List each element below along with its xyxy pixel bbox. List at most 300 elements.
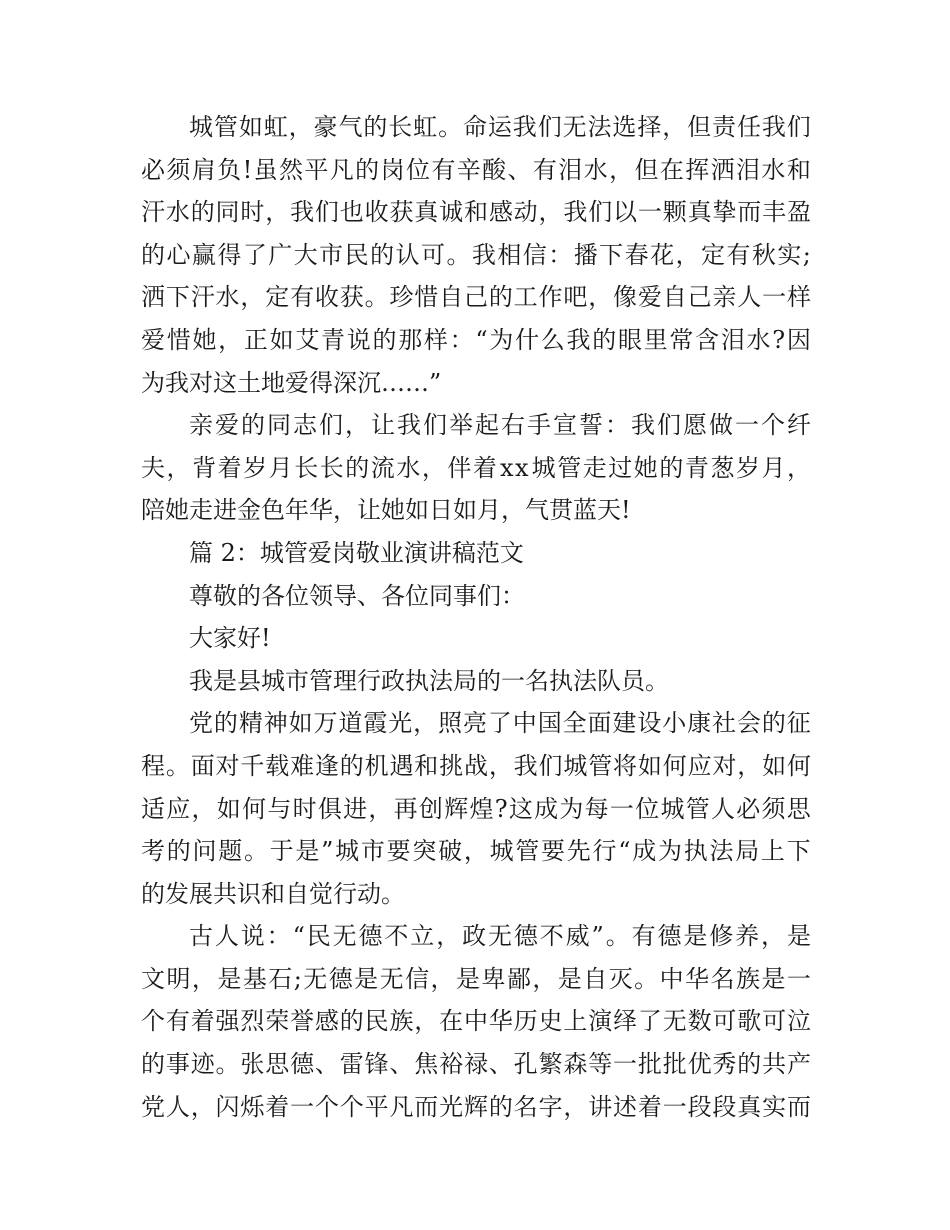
text-glyph: 城: [660, 794, 685, 823]
text-glyph: 里: [643, 325, 668, 354]
text-glyph: 实: [762, 1092, 787, 1121]
text-glyph: 优: [687, 1050, 712, 1079]
text-glyph: 我: [513, 751, 538, 780]
text-glyph: 春: [624, 240, 649, 269]
text-glyph: 精: [238, 709, 263, 738]
text-glyph: 任: [736, 113, 761, 141]
text-glyph: 一: [735, 411, 759, 440]
text-glyph: 个: [339, 1092, 364, 1121]
text-glyph: 了: [487, 709, 512, 738]
text-glyph: 自: [439, 283, 464, 312]
text-glyph: 过: [608, 453, 633, 482]
text-glyph: 有: [290, 283, 315, 312]
text-glyph: ，: [288, 113, 313, 141]
text-glyph: 们: [657, 411, 681, 440]
text-glyph: ，: [265, 198, 290, 227]
text-glyph: 做: [709, 411, 733, 440]
text-glyph: 起: [475, 411, 499, 440]
text-line: 大家好!: [189, 624, 271, 653]
text-glyph: 创: [418, 794, 443, 823]
text-line: [141, 191, 811, 234]
text-glyph: 眼: [617, 325, 642, 354]
text-glyph: 的: [372, 325, 397, 354]
text-glyph: ，: [532, 964, 557, 993]
text-glyph: 有: [431, 155, 456, 184]
text-glyph: 秋: [751, 240, 776, 269]
text-glyph: 光: [388, 709, 413, 738]
text-glyph: 名: [513, 1092, 538, 1121]
text-glyph: 是: [217, 964, 242, 993]
text-glyph: 党: [189, 709, 213, 738]
text-glyph: 样: [423, 325, 448, 354]
text-glyph: 雷: [339, 1050, 364, 1079]
text-glyph: 与: [267, 794, 292, 823]
text-glyph: 我: [512, 113, 537, 141]
text-glyph: 康: [687, 709, 712, 738]
text-glyph: 管: [557, 453, 582, 482]
text-glyph: 煌: [469, 794, 494, 823]
text-glyph: 岁: [243, 453, 268, 482]
text-glyph: 有: [532, 155, 557, 184]
text-glyph: 可: [420, 240, 445, 269]
text-line: [141, 149, 811, 192]
text-glyph: 霞: [363, 709, 388, 738]
text-glyph: 汗: [141, 198, 165, 227]
text-glyph: 。: [165, 751, 190, 780]
text-glyph: 平: [364, 1092, 389, 1121]
text-glyph: 获: [389, 198, 414, 227]
text-glyph: 因: [786, 325, 811, 354]
text-glyph: 神: [263, 709, 288, 738]
text-glyph: 择: [637, 113, 662, 141]
text-glyph: 族: [389, 1007, 414, 1036]
text-glyph: 下: [599, 240, 624, 269]
text-glyph: 辉: [444, 794, 469, 823]
text-glyph: 修: [709, 922, 734, 951]
text-glyph: 段: [712, 1092, 737, 1121]
text-glyph: 全: [562, 709, 587, 738]
text-glyph: 人: [710, 794, 735, 823]
text-glyph: 德: [513, 922, 538, 951]
text-glyph: 人: [165, 1092, 190, 1121]
text-glyph: 水: [165, 198, 190, 227]
text-line: [141, 404, 811, 447]
text-glyph: 面: [190, 751, 215, 780]
text-glyph: ，: [430, 964, 455, 993]
text-line: 我是县城市管理行政执法局的一名执法队员。: [189, 666, 669, 695]
text-glyph: ，: [345, 411, 369, 440]
text-glyph: 正: [243, 325, 268, 354]
text-glyph: 先: [566, 837, 591, 866]
text-glyph: 突: [412, 837, 437, 866]
text-glyph: 爱: [215, 411, 239, 440]
text-glyph: 裕: [439, 1050, 464, 1079]
text-glyph: 城: [189, 113, 213, 141]
text-line: [141, 745, 811, 788]
text-glyph: 手: [527, 411, 551, 440]
text-glyph: 德: [657, 922, 682, 951]
text-glyph: 段: [687, 1092, 712, 1121]
text-glyph: 有: [631, 922, 656, 951]
text-glyph: 不: [539, 922, 564, 951]
text-glyph: 思: [786, 794, 811, 823]
text-glyph: 何: [242, 794, 267, 823]
text-glyph: 说: [346, 325, 371, 354]
text-glyph: ，: [609, 155, 634, 184]
text-glyph: 感: [314, 1007, 339, 1036]
text-glyph: 事: [165, 1050, 190, 1079]
text-glyph: 月: [761, 453, 786, 482]
text-glyph: 们: [423, 411, 447, 440]
text-glyph: 们: [314, 198, 339, 227]
text-glyph: 城: [335, 837, 360, 866]
text-glyph: ，: [436, 922, 461, 951]
text-glyph: 逢: [314, 751, 339, 780]
text-glyph: 数: [687, 1007, 712, 1036]
text-glyph: 是: [557, 964, 582, 993]
text-glyph: “: [475, 325, 488, 354]
text-glyph: 为: [559, 794, 584, 823]
text-glyph: 讲: [588, 1092, 613, 1121]
text-glyph: x: [499, 453, 514, 482]
text-glyph: ：: [605, 411, 629, 440]
text-glyph: 们: [538, 751, 563, 780]
text-glyph: ，: [737, 751, 762, 780]
text-line: 尊敬的各位领导、各位同事们：: [189, 581, 525, 610]
text-glyph: 古: [189, 922, 213, 951]
text-line: [141, 1000, 811, 1043]
text-glyph: 明: [166, 964, 191, 993]
text-glyph: 征: [786, 709, 811, 738]
text-glyph: 命: [462, 113, 487, 141]
text-glyph: 如: [216, 794, 241, 823]
text-glyph: 管: [685, 794, 710, 823]
text-glyph: 必: [141, 155, 165, 184]
text-glyph: 考: [141, 837, 165, 866]
text-glyph: 何: [662, 751, 687, 780]
text-glyph: 愿: [683, 411, 707, 440]
text-glyph: ，: [662, 113, 687, 141]
text-glyph: ，: [218, 325, 243, 354]
text-glyph: 党: [141, 1092, 165, 1121]
text-glyph: 执: [683, 837, 708, 866]
text-glyph: !: [242, 155, 253, 184]
text-glyph: 石: [268, 964, 293, 993]
text-glyph: 青: [684, 453, 709, 482]
text-glyph: 政: [462, 922, 487, 951]
text-glyph: 信: [522, 240, 547, 269]
text-glyph: 须: [166, 155, 191, 184]
text-glyph: 德: [328, 964, 353, 993]
text-glyph: 丰: [762, 198, 787, 227]
text-glyph: 同: [267, 411, 291, 440]
text-glyph: 华: [685, 964, 710, 993]
text-glyph: 而: [737, 198, 762, 227]
text-glyph: ，: [240, 283, 265, 312]
text-glyph: 的: [355, 155, 380, 184]
text-glyph: 可: [762, 1007, 787, 1036]
text-glyph: 必: [736, 794, 761, 823]
text-glyph: 吧: [563, 283, 588, 312]
text-line: [141, 447, 811, 490]
text-glyph: 我: [631, 411, 655, 440]
text-glyph: 俱: [317, 794, 342, 823]
text-glyph: ，: [413, 709, 438, 738]
text-glyph: 的: [592, 325, 617, 354]
text-glyph: 民: [364, 1007, 389, 1036]
text-glyph: 人: [737, 283, 762, 312]
text-glyph: 立: [410, 922, 435, 951]
text-glyph: 月: [268, 453, 293, 482]
text-glyph: 真: [414, 198, 439, 227]
text-glyph: 法: [709, 837, 734, 866]
text-glyph: 对: [712, 751, 737, 780]
text-glyph: 载: [265, 751, 290, 780]
text-glyph: 绎: [613, 1007, 638, 1036]
text-glyph: 的: [141, 240, 165, 269]
text-glyph: 适: [141, 794, 165, 823]
text-glyph: ，: [463, 837, 488, 866]
text-glyph: 虽: [253, 155, 278, 184]
text-glyph: 张: [240, 1050, 265, 1079]
text-line: 篇 2：城管爱岗敬业演讲稿范文: [189, 538, 524, 567]
text-glyph: 难: [290, 751, 315, 780]
text-glyph: 长: [319, 453, 344, 482]
text-glyph: 族: [735, 964, 760, 993]
text-glyph: 焦: [414, 1050, 439, 1079]
text-glyph: 、: [389, 1050, 414, 1079]
text-glyph: ，: [421, 453, 446, 482]
text-glyph: 一: [290, 1092, 315, 1121]
text-glyph: 在: [439, 1007, 464, 1036]
text-glyph: 盈: [786, 198, 811, 227]
text-glyph: 。: [446, 240, 471, 269]
text-glyph: ，: [761, 922, 786, 951]
text-glyph: 我: [471, 240, 496, 269]
text-glyph: 、: [507, 155, 532, 184]
text-glyph: 上: [563, 1007, 588, 1036]
text-glyph: 城: [489, 837, 514, 866]
text-glyph: 广: [268, 240, 293, 269]
text-glyph: 亮: [462, 709, 487, 738]
text-glyph: 一: [613, 1050, 638, 1079]
text-glyph: 下: [786, 837, 811, 866]
text-line: 的发展共识和自觉行动。: [141, 879, 405, 908]
text-glyph: ，: [563, 1092, 588, 1121]
text-glyph: 洒: [710, 155, 735, 184]
text-glyph: 破: [438, 837, 463, 866]
text-glyph: 须: [761, 794, 786, 823]
text-glyph: 们: [588, 198, 613, 227]
text-glyph: 如: [762, 751, 787, 780]
text-glyph: ;: [802, 240, 811, 269]
text-glyph: 志: [293, 411, 317, 440]
text-glyph: 平: [304, 155, 329, 184]
text-glyph: 一: [762, 283, 787, 312]
text-glyph: 辛: [456, 155, 481, 184]
text-glyph: 凡: [329, 155, 354, 184]
text-glyph: ?: [772, 325, 786, 354]
text-glyph: ”: [321, 837, 334, 866]
text-glyph: 个: [141, 1007, 165, 1036]
text-glyph: ，: [191, 794, 216, 823]
text-glyph: 感: [488, 198, 513, 227]
text-glyph: 相: [497, 240, 522, 269]
text-glyph: ;: [293, 964, 302, 993]
text-glyph: 着: [472, 453, 497, 482]
text-glyph: 挑: [439, 751, 464, 780]
text-glyph: 可: [712, 1007, 737, 1036]
text-glyph: 城: [531, 453, 556, 482]
text-glyph: 是: [786, 922, 811, 951]
text-glyph: 进: [343, 794, 368, 823]
text-glyph: 烈: [240, 1007, 265, 1036]
text-glyph: 威: [565, 922, 590, 951]
text-glyph: 挚: [712, 198, 737, 227]
text-line: [141, 788, 811, 831]
text-glyph: 锋: [364, 1050, 389, 1079]
text-glyph: 负: [217, 155, 242, 184]
text-glyph: 万: [313, 709, 338, 738]
text-glyph: 运: [487, 113, 512, 141]
text-glyph: 对: [215, 751, 240, 780]
text-glyph: 中: [659, 964, 684, 993]
text-glyph: 管: [588, 751, 613, 780]
text-glyph: 举: [449, 411, 473, 440]
text-glyph: 个: [761, 411, 785, 440]
text-glyph: 的: [141, 1050, 165, 1079]
text-glyph: 、: [314, 1050, 339, 1079]
text-glyph: 气: [338, 113, 363, 141]
text-glyph: 德: [358, 922, 383, 951]
text-glyph: 问: [192, 837, 217, 866]
text-glyph: 强: [215, 1007, 240, 1036]
text-glyph: 汗: [190, 283, 215, 312]
text-glyph: 行: [592, 837, 617, 866]
text-glyph: 森: [563, 1050, 588, 1079]
text-glyph: 己: [463, 283, 488, 312]
text-glyph: 产: [786, 1050, 811, 1079]
text-glyph: 己: [687, 283, 712, 312]
text-glyph: 将: [613, 751, 638, 780]
text-glyph: 鄙: [506, 964, 531, 993]
text-glyph: 华: [488, 1007, 513, 1036]
text-glyph: 葱: [710, 453, 735, 482]
text-glyph: 花: [650, 240, 675, 269]
text-glyph: 的: [190, 198, 215, 227]
text-glyph: 说: [240, 922, 265, 951]
text-glyph: 但: [687, 113, 712, 141]
text-glyph: 德: [290, 1050, 315, 1079]
text-glyph: 作: [538, 283, 563, 312]
text-glyph: 长: [388, 113, 413, 141]
text-glyph: 了: [242, 240, 267, 269]
text-glyph: 国: [537, 709, 562, 738]
text-glyph: 们: [537, 113, 562, 141]
text-glyph: 的: [659, 453, 684, 482]
text-glyph: 遇: [389, 751, 414, 780]
text-glyph: 实: [777, 240, 802, 269]
text-glyph: ?: [494, 794, 508, 823]
text-glyph: 凡: [389, 1092, 414, 1121]
text-glyph: 闪: [215, 1092, 240, 1121]
text-glyph: 们: [786, 113, 811, 141]
text-glyph: 建: [612, 709, 637, 738]
text-glyph: 繁: [538, 1050, 563, 1079]
text-glyph: 社: [712, 709, 737, 738]
text-glyph: 辉: [463, 1092, 488, 1121]
text-glyph: 一: [786, 964, 811, 993]
text-glyph: 我: [290, 198, 315, 227]
text-glyph: 孔: [513, 1050, 538, 1079]
text-glyph: 的: [345, 453, 370, 482]
text-glyph: 么: [540, 325, 565, 354]
text-glyph: 我: [566, 325, 591, 354]
text-glyph: 名: [710, 964, 735, 993]
text-glyph: ：: [449, 325, 474, 354]
text-glyph: 含: [695, 325, 720, 354]
text-glyph: 位: [635, 794, 660, 823]
text-glyph: 无: [379, 964, 404, 993]
text-glyph: 以: [613, 198, 638, 227]
text-glyph: 工: [513, 283, 538, 312]
text-glyph: 背: [192, 453, 217, 482]
text-glyph: 虹: [263, 113, 288, 141]
text-glyph: 机: [364, 751, 389, 780]
text-glyph: 小: [662, 709, 687, 738]
text-glyph: ，: [588, 283, 613, 312]
text-glyph: 亲: [189, 411, 213, 440]
text-glyph: 成: [534, 794, 559, 823]
text-glyph: 有: [726, 240, 751, 269]
text-glyph: 中: [463, 1007, 488, 1036]
text-glyph: 要: [541, 837, 566, 866]
text-glyph: 不: [384, 922, 409, 951]
text-glyph: 局: [735, 837, 760, 866]
text-line: [141, 276, 811, 319]
text-glyph: 、: [488, 1050, 513, 1079]
text-glyph: 题: [218, 837, 243, 866]
text-glyph: 真: [687, 198, 712, 227]
text-glyph: 样: [786, 283, 811, 312]
text-glyph: 等: [588, 1050, 613, 1079]
text-glyph: 无: [662, 1007, 687, 1036]
text-glyph: 。: [243, 837, 268, 866]
text-glyph: 誓: [579, 411, 603, 440]
text-glyph: 如: [238, 113, 263, 141]
text-glyph: 卑: [481, 964, 506, 993]
text-glyph: 批: [637, 1050, 662, 1079]
text-glyph: 岁: [735, 453, 760, 482]
text-glyph: ，: [488, 751, 513, 780]
text-glyph: 是: [455, 964, 480, 993]
text-glyph: 一: [637, 198, 662, 227]
text-glyph: 时: [292, 794, 317, 823]
text-glyph: 岗: [380, 155, 405, 184]
text-line: 陪她走进金色年华，让她如日如月，气贯蓝天!: [141, 496, 631, 525]
text-glyph: 光: [439, 1092, 464, 1121]
text-glyph: 我: [563, 198, 588, 227]
text-glyph: 着: [637, 1092, 662, 1121]
text-glyph: 的: [737, 1050, 762, 1079]
text-glyph: 宣: [553, 411, 577, 440]
text-glyph: 史: [538, 1007, 563, 1036]
text-glyph: 流: [370, 453, 395, 482]
text-line: [141, 319, 811, 362]
text-glyph: 法: [587, 113, 612, 141]
text-glyph: 但: [634, 155, 659, 184]
text-glyph: 自: [662, 283, 687, 312]
